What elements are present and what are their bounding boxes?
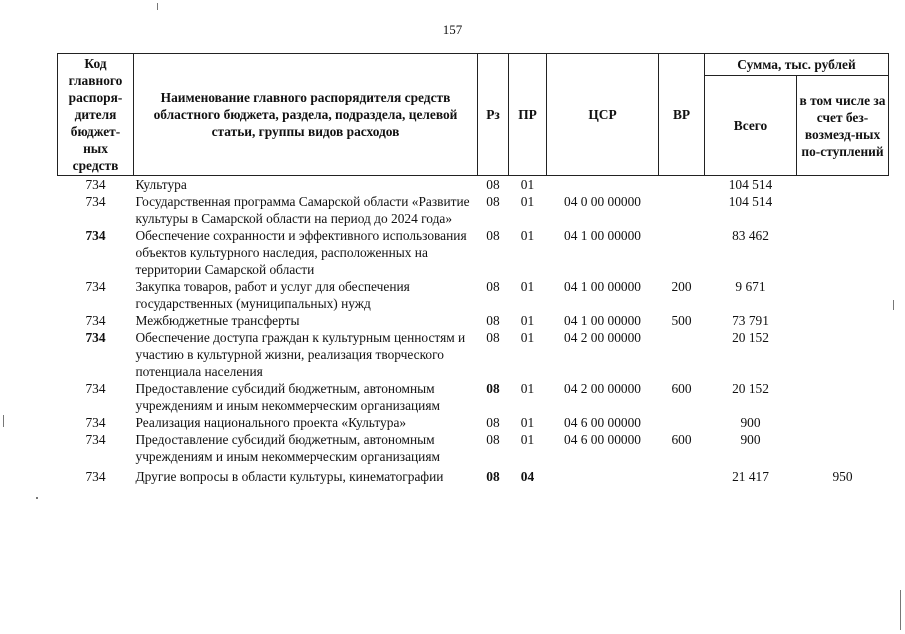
row-rz: 08 [486, 330, 500, 345]
row-csr: 04 0 00 00000 [564, 194, 641, 209]
row-pr: 04 [520, 469, 535, 484]
row-pr: 01 [520, 415, 535, 430]
row-csr: 04 2 00 00000 [564, 330, 641, 345]
row-gratuitous [797, 380, 889, 414]
row-rz: 08 [486, 469, 500, 484]
scan-mark [900, 590, 901, 630]
row-code: 734 [85, 279, 106, 294]
row-rz: 08 [486, 432, 500, 447]
row-gratuitous [797, 312, 889, 329]
row-rz: 08 [486, 279, 500, 294]
table-row [58, 329, 889, 380]
header-csr: ЦСР [547, 54, 659, 176]
row-name: Другие вопросы в области культуры, кинематографии [135, 469, 444, 484]
row-name: Культура [135, 177, 187, 192]
header-gratuitous: в том числе за счет без-возмезд-ных по-ступлений [797, 76, 889, 176]
row-rz: 08 [486, 228, 500, 243]
row-pr: 01 [520, 279, 535, 294]
row-code: 734 [85, 415, 106, 430]
row-name: Межбюджетные трансферты [135, 313, 300, 328]
table-row [58, 312, 889, 329]
row-total: 20 152 [732, 381, 769, 396]
row-code: 734 [85, 177, 106, 192]
row-rz: 08 [486, 415, 500, 430]
row-code: 734 [85, 381, 106, 396]
row-name: Государственная программа Самарской области «Развитие культуры в Самарской области на период до 2024 года» [135, 194, 470, 226]
row-vr: 500 [671, 313, 692, 328]
row-total: 73 791 [732, 313, 769, 328]
header-name: Наименование главного распорядителя средств областного бюджета, раздела, подраздела, целевой статьи, группы видов расходов [134, 54, 478, 176]
table-row [58, 414, 889, 431]
table-row [58, 380, 889, 414]
row-total: 104 514 [728, 177, 773, 192]
row-vr [659, 329, 705, 380]
row-gratuitous: 950 [832, 469, 853, 484]
row-rz: 08 [486, 313, 500, 328]
row-code: 734 [85, 228, 106, 243]
row-csr [547, 176, 659, 194]
row-vr: 200 [671, 279, 692, 294]
row-pr: 01 [520, 432, 535, 447]
row-pr: 01 [520, 228, 535, 243]
table-row [58, 227, 889, 278]
row-total: 9 671 [735, 279, 766, 294]
header-code: Код главного распоря-дителя бюджет-ных средств [58, 54, 134, 176]
table-row [58, 431, 889, 465]
row-csr: 04 1 00 00000 [564, 313, 641, 328]
row-pr: 01 [520, 330, 535, 345]
row-pr: 01 [520, 313, 535, 328]
row-csr: 04 6 00 00000 [564, 432, 641, 447]
scan-mark [893, 300, 894, 310]
row-name: Предоставление субсидий бюджетным, автономным учреждениям и иным некоммерческим организациям [135, 432, 440, 464]
row-total: 21 417 [732, 469, 769, 484]
row-pr: 01 [520, 177, 535, 192]
row-name: Предоставление субсидий бюджетным, автономным учреждениям и иным некоммерческим организациям [135, 381, 440, 413]
header-pr: ПР [509, 54, 547, 176]
row-total: 900 [740, 415, 761, 430]
row-gratuitous [797, 278, 889, 312]
scan-mark [36, 497, 38, 499]
row-code: 734 [85, 313, 106, 328]
row-name: Закупка товаров, работ и услуг для обеспечения государственных (муниципальных) нужд [135, 279, 410, 311]
row-gratuitous [797, 193, 889, 227]
row-total: 900 [740, 432, 761, 447]
budget-table [57, 53, 889, 485]
scan-mark [157, 3, 158, 10]
row-name: Обеспечение сохранности и эффективного использования объектов культурного наследия, расположенных на территории Самарской области [135, 228, 467, 277]
page-number: 157 [442, 22, 463, 37]
header-total: Всего [705, 76, 797, 176]
row-name: Обеспечение доступа граждан к культурным ценностям и участию в культурной жизни, реализация творческого потенциала населения [135, 330, 466, 379]
row-vr [659, 414, 705, 431]
row-vr [659, 193, 705, 227]
row-vr: 600 [671, 381, 692, 396]
table-row [58, 278, 889, 312]
row-name: Реализация национального проекта «Культура» [135, 415, 407, 430]
row-vr: 600 [671, 432, 692, 447]
scan-mark [3, 415, 4, 427]
row-vr [659, 227, 705, 278]
row-csr: 04 1 00 00000 [564, 228, 641, 243]
row-code: 734 [85, 194, 106, 209]
row-gratuitous [797, 414, 889, 431]
row-gratuitous [797, 431, 889, 465]
row-gratuitous [797, 329, 889, 380]
row-rz: 08 [486, 381, 500, 396]
row-total: 83 462 [732, 228, 769, 243]
row-code: 734 [85, 432, 106, 447]
row-pr: 01 [520, 194, 535, 209]
row-gratuitous [797, 176, 889, 194]
row-total: 104 514 [728, 194, 773, 209]
row-code: 734 [85, 330, 106, 345]
row-total: 20 152 [732, 330, 769, 345]
row-csr: 04 6 00 00000 [564, 415, 641, 430]
row-vr [659, 465, 705, 485]
table-row [58, 176, 889, 194]
table-row [58, 193, 889, 227]
table-row [58, 465, 889, 485]
row-csr [547, 465, 659, 485]
header-vr: ВР [659, 54, 705, 176]
row-vr [659, 176, 705, 194]
row-rz: 08 [486, 194, 500, 209]
row-rz: 08 [486, 177, 500, 192]
row-code: 734 [85, 469, 106, 484]
row-csr: 04 2 00 00000 [564, 381, 641, 396]
row-csr: 04 1 00 00000 [564, 279, 641, 294]
header-rz: Рз [478, 54, 509, 176]
row-gratuitous [797, 227, 889, 278]
header-sum: Сумма, тыс. рублей [705, 54, 889, 76]
row-pr: 01 [520, 381, 535, 396]
